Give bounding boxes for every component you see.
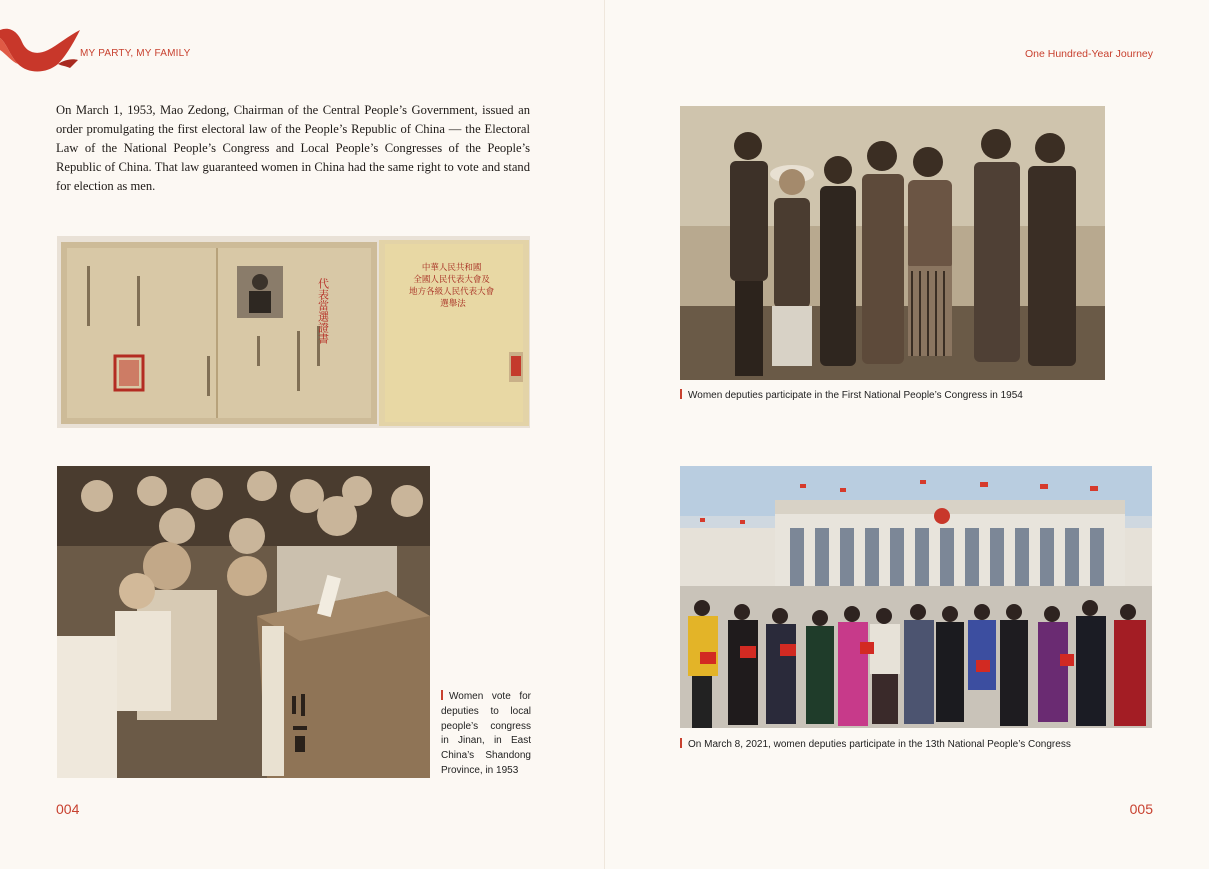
page-number-right: 005 (1129, 801, 1153, 817)
right-page (605, 0, 1209, 869)
certificate-and-booklet-photo (57, 236, 530, 428)
certificate-title: 代表當選證書 (316, 278, 330, 344)
running-title-right: One Hundred-Year Journey (1024, 48, 1153, 60)
women-deputies-1954-photo (680, 106, 1105, 380)
women-voting-photo (57, 466, 430, 778)
booklet-title-line-2: 全國人民代表大會及 (413, 275, 490, 285)
voting-photo-caption-text: Women vote for deputies to local people’s congress in Jinan, in East China’s Shandong Province, in 1953 (441, 691, 531, 776)
photo-1954-caption-text: Women deputies participate in the First National People’s Congress in 1954 (688, 390, 1023, 401)
caption-marker (441, 690, 443, 700)
booklet-title-line-1: 中華人民共和國 (421, 263, 482, 273)
photo-2021-caption (680, 737, 1071, 752)
booklet-title-line-4: 選舉法 (440, 299, 466, 309)
red-ribbon-logo (0, 20, 84, 76)
body-paragraph: On March 1, 1953, Mao Zedong, Chairman of the Central People’s Government, issued an order promulgating the first electoral law of the People’s Republic of China — the Electoral Law of the National People’s Congress and Local People’s Congresses of the People’s Republic of China. That law guaranteed women in China had the same right to vote and stand for election as men. (56, 103, 530, 193)
booklet-title-line-3: 地方各級人民代表大會 (409, 287, 495, 297)
left-page (0, 0, 604, 869)
photo-2021-caption-text: On March 8, 2021, women deputies participate in the 13th National People’s Congress (688, 739, 1071, 750)
voting-photo-caption (441, 690, 531, 779)
page-number-left: 004 (56, 801, 80, 817)
caption-marker (680, 389, 682, 399)
running-title-left: MY PARTY, MY FAMILY (80, 48, 191, 59)
caption-marker (680, 738, 682, 748)
women-deputies-2021-photo (680, 466, 1152, 728)
photo-1954-caption (680, 388, 1023, 403)
